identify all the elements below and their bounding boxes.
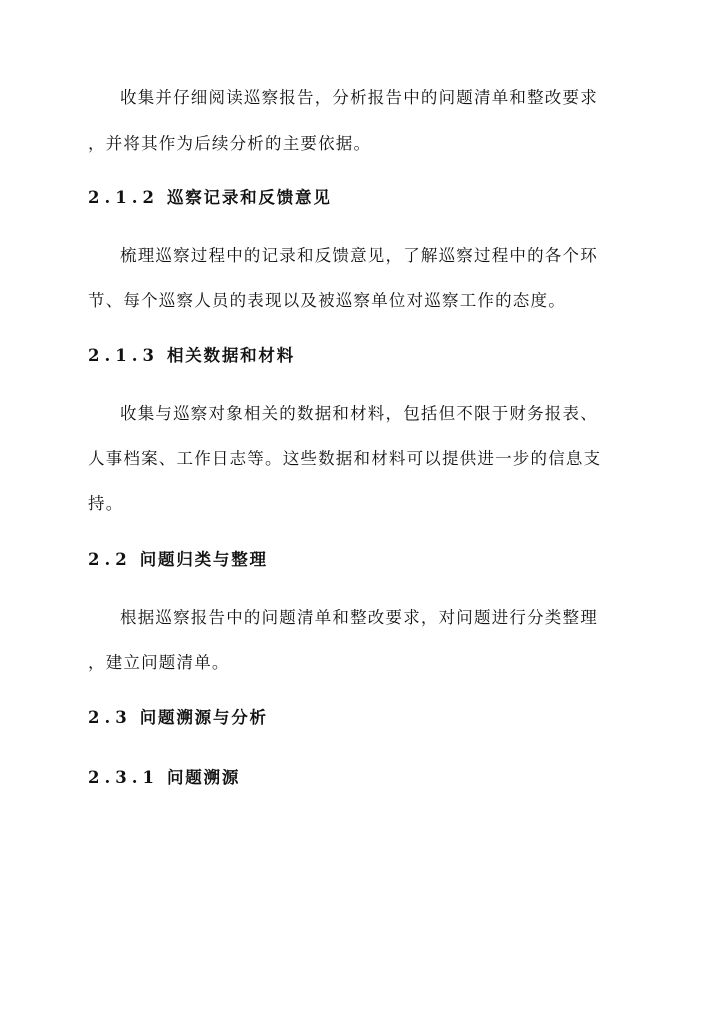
section-number: 2.2 [88, 550, 132, 569]
paragraph-line: ，建立问题清单。 [88, 653, 230, 672]
section-heading [88, 710, 268, 727]
section-title: 相关数据和材料 [166, 346, 296, 365]
section-heading [88, 348, 295, 365]
paragraph-line: ，并将其作为后续分析的主要依据。 [88, 134, 372, 153]
section-heading [88, 770, 240, 787]
paragraph-line: 持。 [88, 494, 124, 513]
paragraph-line: 节、每个巡察人员的表现以及被巡察单位对巡察工作的态度。 [88, 291, 566, 310]
section-number: 2.1.3 [88, 346, 159, 365]
section-heading [88, 190, 332, 207]
paragraph-line: 根据巡察报告中的问题清单和整改要求，对问题进行分类整理 [120, 608, 598, 627]
section-number: 2.1.2 [88, 188, 159, 207]
paragraph-line: 收集与巡察对象相关的数据和材料，包括但不限于财务报表、 [120, 404, 598, 423]
paragraph-line: 人事档案、工作日志等。这些数据和材料可以提供进一步的信息支 [88, 449, 602, 468]
section-number: 2.3 [88, 708, 132, 727]
paragraph-line: 梳理巡察过程中的记录和反馈意见，了解巡察过程中的各个环 [120, 246, 598, 265]
section-title: 问题溯源与分析 [139, 708, 268, 727]
section-number: 2.3.1 [88, 768, 159, 787]
section-title: 问题溯源 [166, 768, 241, 787]
section-title: 问题归类与整理 [139, 550, 268, 569]
paragraph-line: 收集并仔细阅读巡察报告，分析报告中的问题清单和整改要求 [120, 88, 598, 107]
section-heading [88, 552, 268, 569]
section-title: 巡察记录和反馈意见 [166, 188, 332, 207]
